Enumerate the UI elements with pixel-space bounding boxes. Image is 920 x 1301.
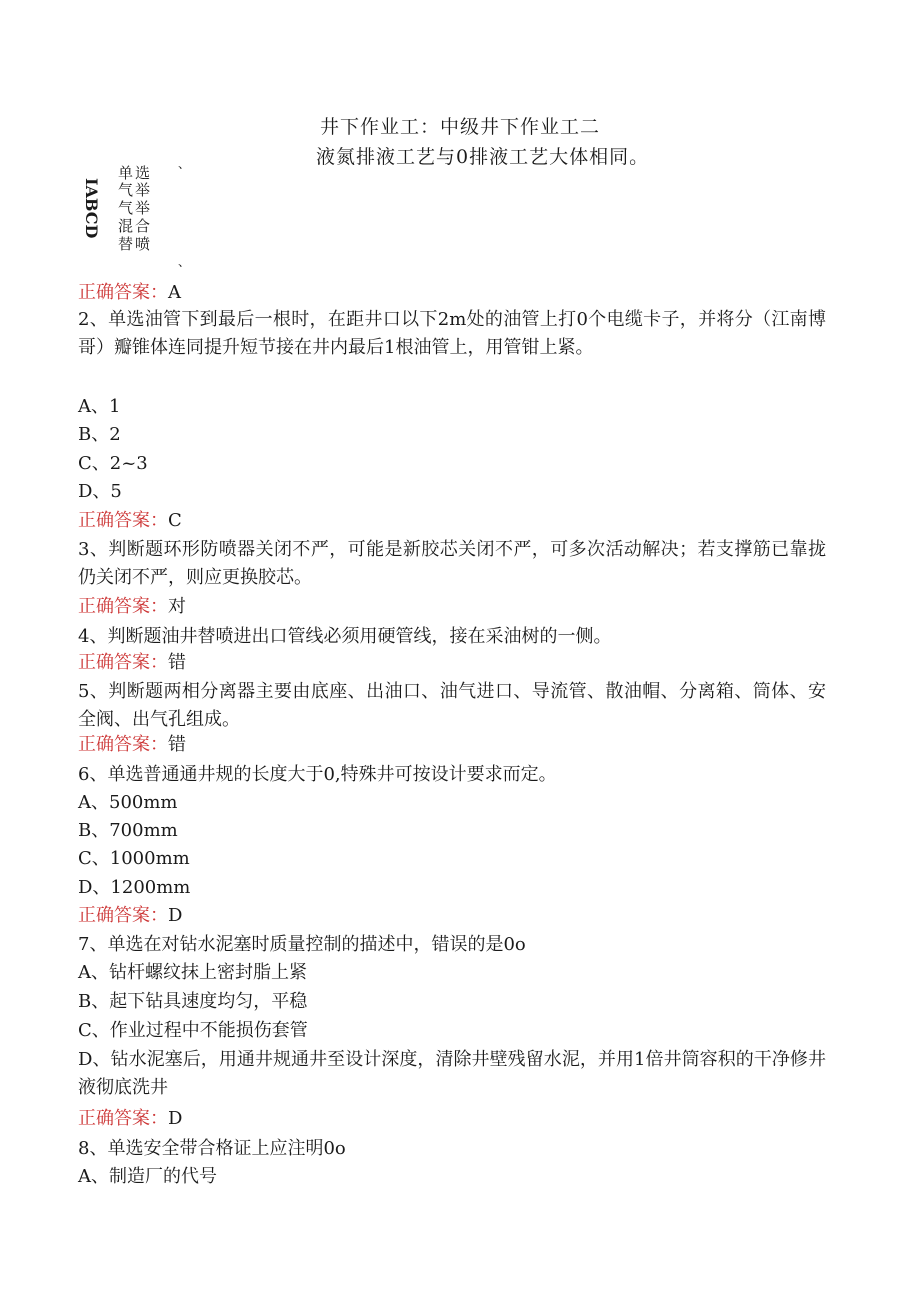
answer-value: C xyxy=(168,510,182,531)
answer-value: 对 xyxy=(168,596,186,617)
question-1-option: 替喷 xyxy=(118,235,153,253)
answer-value: D xyxy=(168,1108,183,1129)
question-4-answer xyxy=(78,652,186,674)
answer-value: D xyxy=(168,905,183,926)
question-5-answer xyxy=(78,734,186,756)
question-2-option: A、1 xyxy=(78,396,121,417)
question-6-stem: 6、单选普通通井规的长度大于0,特殊井可按设计要求而定。 xyxy=(78,764,557,785)
question-2-option: B、2 xyxy=(78,424,121,445)
question-2-answer xyxy=(78,510,182,532)
question-1-option: 混合 xyxy=(118,217,153,235)
question-7-option: D、钻水泥塞后，用通井规通井至设计深度，清除井壁残留水泥，并用1倍井筒容积的干净修井液彻底洗井 xyxy=(78,1049,826,1098)
answer-label: 正确答案： xyxy=(78,652,168,673)
question-6-option: A、500mm xyxy=(78,792,178,813)
question-7-option: A、钻杆螺纹抹上密封脂上紧 xyxy=(78,962,307,983)
question-6-option: C、1000mm xyxy=(78,848,190,869)
question-2-stem: 2、单选油管下到最后一根时，在距井口以下2m处的油管上打0个电缆卡子，并将分（江南博哥）瓣锥体连同提升短节接在井内最后1根油管上，用管钳上紧。 xyxy=(78,309,826,358)
question-4-stem: 4、判断题油井替喷进出口管线必须用硬管线，接在采油树的一侧。 xyxy=(78,626,612,647)
question-2-option: C、2~3 xyxy=(78,453,148,474)
answer-label: 正确答案： xyxy=(78,905,168,926)
answer-label: 正确答案： xyxy=(78,510,168,531)
question-3-answer xyxy=(78,596,186,618)
question-5-stem: 5、判断题两相分离器主要由底座、出油口、油气进口、导流管、散油帽、分离箱、筒体、安全阀、出气孔组成。 xyxy=(78,681,826,730)
question-1-answer xyxy=(78,282,181,304)
answer-value: 错 xyxy=(168,734,186,755)
answer-label: 正确答案： xyxy=(78,596,168,617)
answer-label: 正确答案： xyxy=(78,282,168,303)
answer-value: 错 xyxy=(168,652,186,673)
question-1-option: 气举 xyxy=(118,181,153,199)
question-1-options xyxy=(82,158,202,268)
question-7-option: B、起下钻具速度均匀，平稳 xyxy=(78,991,308,1012)
question-7-stem: 7、单选在对钻水泥塞时质量控制的描述中，错误的是0o xyxy=(78,934,526,955)
answer-value: A xyxy=(168,282,181,303)
question-6-option: D、1200mm xyxy=(78,877,191,898)
question-6-option: B、700mm xyxy=(78,820,178,841)
question-8-stem: 8、单选安全带合格证上应注明0o xyxy=(78,1138,346,1159)
tick-mark: 、 xyxy=(178,157,191,171)
question-7-option: C、作业过程中不能损伤套管 xyxy=(78,1020,308,1041)
question-1-option: 单选 xyxy=(118,164,153,182)
answer-label: 正确答案： xyxy=(78,734,168,755)
question-3-stem: 3、判断题环形防喷器关闭不严，可能是新胶芯关闭不严，可多次活动解决；若支撑筋已靠拢仍关闭不严，则应更换胶芯。 xyxy=(78,539,826,588)
page-title: 井下作业工：中级井下作业工二 xyxy=(319,116,600,138)
question-2-option: D、5 xyxy=(78,481,122,502)
question-6-answer xyxy=(78,905,182,927)
question-1-stem: 液氮排液工艺与0排液工艺大体相同。 xyxy=(316,146,650,168)
question-8-option: A、制造厂的代号 xyxy=(78,1166,217,1187)
question-7-answer xyxy=(78,1108,182,1130)
question-1-option: 气举 xyxy=(118,199,153,217)
tick-mark: 、 xyxy=(178,255,191,269)
question-1-letters: IABCD xyxy=(82,178,101,239)
answer-label: 正确答案： xyxy=(78,1108,168,1129)
